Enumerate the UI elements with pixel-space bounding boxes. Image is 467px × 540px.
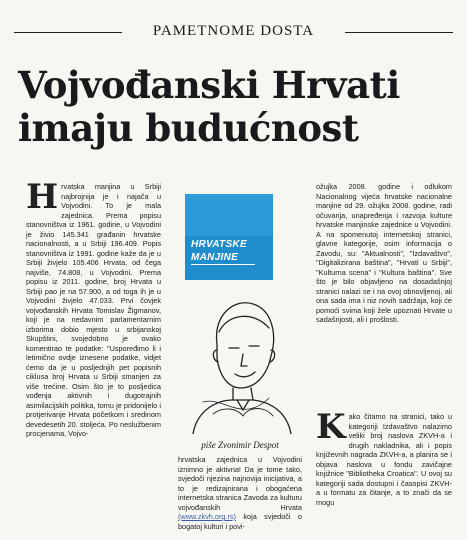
column-3b-text: ako čitamo na stranici, tako u kategoriji Izdavaštvo nalazimo veliki broj naslova ZKVH-a i drugih nakladnika, ali i popis književnih nagrada ZKVH-a, a planira se i objava naslova u fondu zavičajne knjižnice "Bibliotheka Croatica". U ovoj su kategoriji sada dostupni i časopisi ZKVH-a u formatu za čitanje, a to znači da se mogu — [316, 412, 452, 507]
article-headline: Vojvođanski Hrvati imaju budućnost — [18, 63, 400, 150]
column-3-text: ožujka 2008. godine i odlukom Nacionalnog vijeća hrvatske nacionalne manjine od 29. ožujka 2008. godine, radi očuvanja, unapređenja i razvoja kulture hrvatske manjinske zajednice u Vojvodini. A na spomenutoj internetskoj stranici, glavne kategorije, osim informacija o Zavodu, su: "Aktualnosti", "Izdavaštvo", "Digitalizirana baština", "Hrvati u Srbiji", "Kulturna scena" i "Kultura baština". Sve što je bilo objavljeno na dosadašnjoj stranici nalazi se i na ovoj obnovljenoj, ali ona sada ima i niz novih sadržaja, koji će pomoći svima koji žele upoznati Hrvate u sadašnjosti, ali i prošlosti. — [316, 182, 452, 324]
drop-cap: H — [26, 182, 59, 217]
column-2-text: hrvatska zajednica u Vojvodini iznimno je aktivna! Da je tome tako, svjedoči njezina najnovija inicijativa, a to je redizajnirana i obogaćena internetska stranica Zavoda za kulturu vojvođanskih Hrvata — [178, 455, 302, 512]
rubric-label: PAMETNOME DOSTA — [152, 23, 315, 39]
website-link: (www.zkvh.org.rs) — [178, 512, 236, 521]
hrvatske-manjine-logo — [185, 194, 273, 280]
section-rubric — [14, 20, 453, 44]
article-column-2 — [178, 455, 302, 540]
logo-line-1: HRVATSKE — [191, 239, 247, 250]
author-portrait-sketch — [183, 284, 295, 434]
article-column-1 — [26, 182, 161, 540]
article-column-3-bottom — [316, 412, 452, 540]
column-2-text-end: koja svjedoči o bogatoj kulturi i povi- — [178, 512, 302, 531]
column-1-text: rvatska manjina u Srbiji najbrojnija je i najača u Vojvodini. To je mala zajednica. Prema popisu stanovništva iz 1961. godine, u Vojvodini je živio 145.341 građanin hrvatske nacionalnosti, a u Srbiji 196.409. Popis stanovništva iz 1991. godine kaže da je u Srbiji živjelo 105.406 Hrvata, od čega najviše, 74.808, u Vojvodini. Prema popisu iz 2011. godine, broj Hrvata u Srbiji pao je na 57.900, a od toga ih je u Vojvodini živjelo 47.033. Prvi čovjek vojvođanskih Hrvata Tomislav Žigmanov, koji je na nedavnim parlamentarnim izborima dobio mjesto u srbijanskoj Skupštini, svojedobno je ovako komentirao te podatke: "Uspoređimo li i letimično ovdje iznesene podatke, vidjet ćemo da je u posljednjih pet popisnih ciklusa broj Hrvata u Srbiji smanjen za više trećine. Osim što je to posljedica vođenja aktivnih i dugotrajnih asimilacijskih politika, tomu je pridonijelo i protjerivanje Hrvata početkom i sredinom devedesetih 20. stoljeća. Po neslužbenim procjenama, Vojvo- — [26, 182, 161, 438]
article-column-3-top — [316, 182, 452, 400]
rubric-rule-right — [345, 32, 453, 33]
author-caption: piše Zvonimir Despot — [201, 440, 279, 450]
logo-line-2: MANJINE — [191, 252, 239, 263]
drop-cap-2: K — [316, 412, 346, 447]
